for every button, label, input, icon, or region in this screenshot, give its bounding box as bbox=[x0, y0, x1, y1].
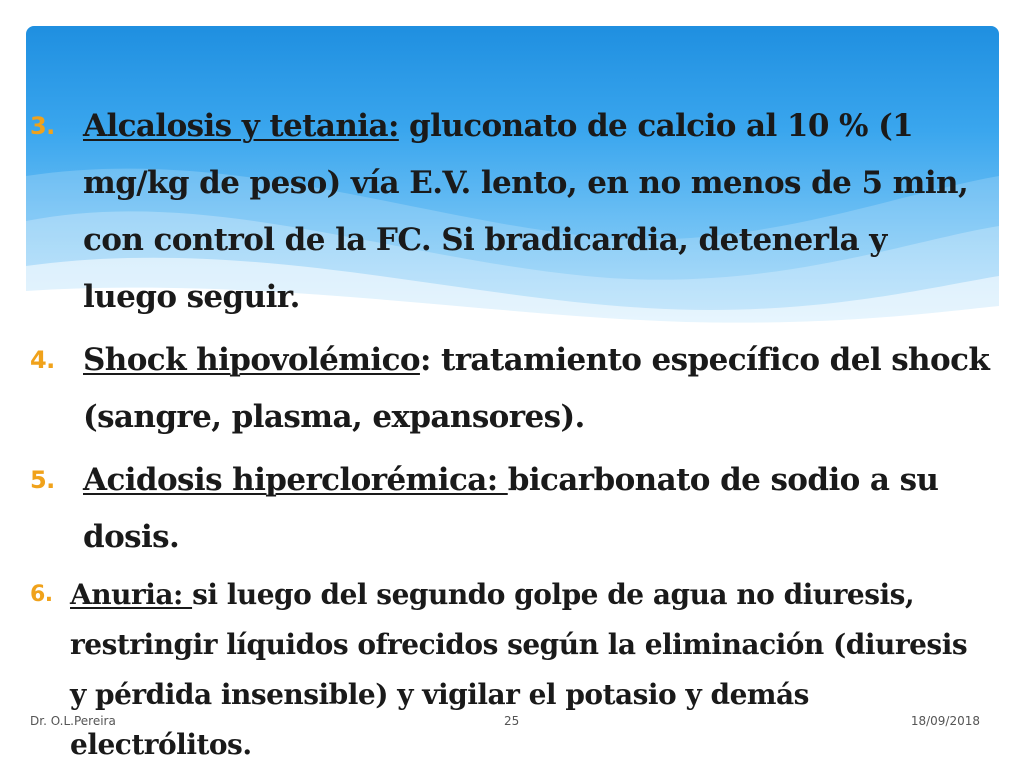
item-number: 4. bbox=[30, 346, 55, 374]
item-description: bicarbonato de sodio a su dosis. bbox=[83, 462, 939, 555]
list-item-3 bbox=[30, 98, 990, 326]
item-text bbox=[70, 570, 990, 770]
item-number: 3. bbox=[30, 112, 55, 140]
footer-author: Dr. O.L.Pereira bbox=[30, 714, 116, 728]
footer-page-number: 25 bbox=[504, 714, 520, 728]
item-text bbox=[83, 332, 990, 446]
item-text bbox=[83, 98, 990, 326]
list-item-5 bbox=[30, 452, 990, 566]
footer-date: 18/09/2018 bbox=[910, 714, 980, 728]
list-item-4 bbox=[30, 332, 990, 446]
item-term: Anuria: bbox=[70, 578, 193, 611]
item-description: si luego del segundo golpe de agua no diuresis, restringir líquidos ofrecidos según la eliminación (diuresis y pérdida insensible) y vigilar el potasio y demás electrólitos. bbox=[70, 578, 968, 761]
item-text bbox=[83, 452, 990, 566]
item-number: 5. bbox=[30, 466, 55, 494]
item-description: gluconato de calcio al 10 % (1 mg/kg de peso) vía E.V. lento, en no menos de 5 min, con control de la FC. Si bradicardia, detenerla y luego seguir. bbox=[83, 108, 969, 315]
item-description: : tratamiento específico del shock (sangre, plasma, expansores). bbox=[83, 342, 990, 435]
slide-content bbox=[30, 98, 990, 770]
item-term: Alcalosis y tetania: bbox=[83, 108, 399, 144]
item-term: Acidosis hiperclorémica: bbox=[83, 462, 508, 498]
item-number: 6. bbox=[30, 582, 53, 607]
list-item-6 bbox=[30, 570, 990, 770]
item-term: Shock hipovolémico bbox=[83, 342, 420, 378]
